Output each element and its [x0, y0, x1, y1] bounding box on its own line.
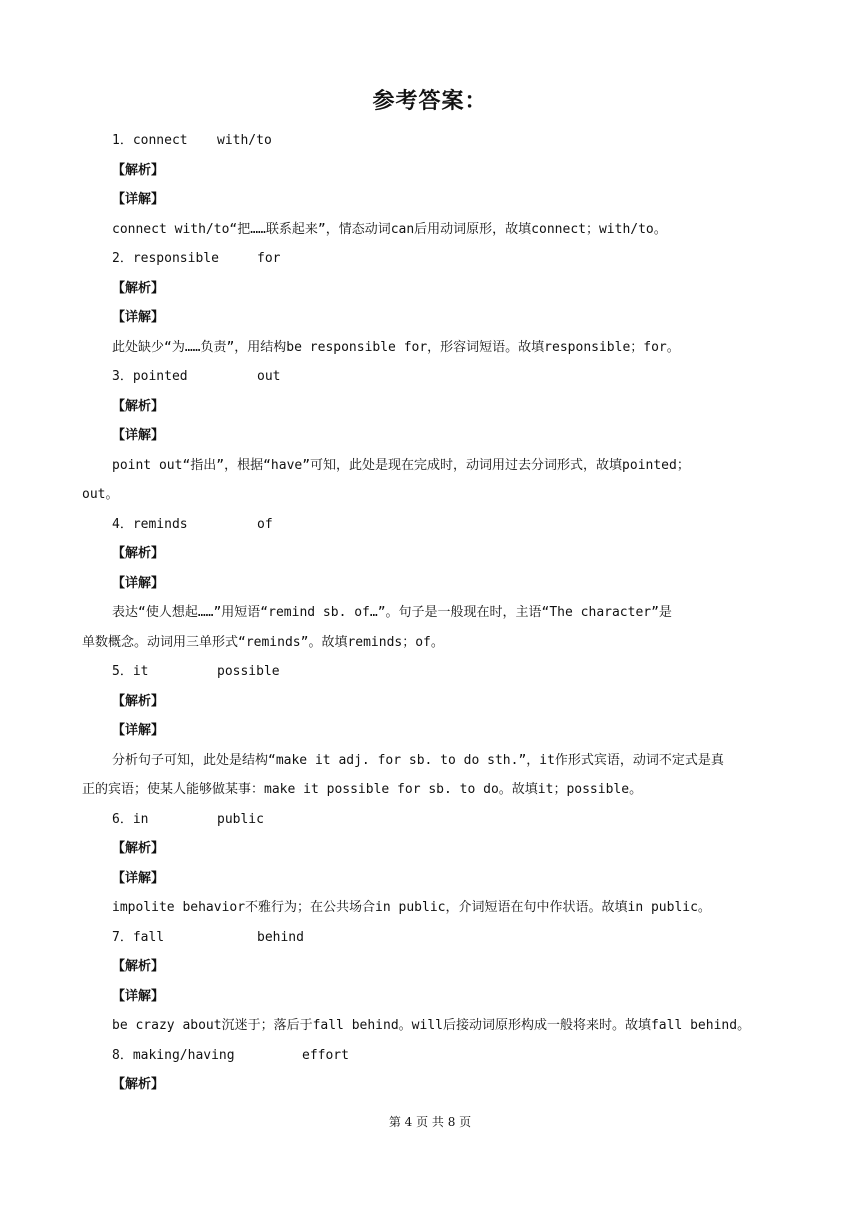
answer-2-blank: for [257, 251, 281, 266]
answer-6-detail: impolite behavior不雅行为；在公共场合in public，介词短语在句中作状语。故填in public。 [112, 900, 711, 915]
answer-5-blank: possible [217, 664, 280, 679]
answer-8-word: 8．making/having [112, 1047, 235, 1063]
answer-7-detail: be crazy about沉迷于；落后于fall behind。will后接动词原形构成一般将来时。故填fall behind。 [112, 1018, 751, 1033]
jiexi-label: 【解析】 [112, 546, 165, 561]
answer-4-blank: of [257, 516, 273, 532]
answer-6-blank: public [217, 811, 264, 827]
answer-4-word: 4．reminds [112, 516, 188, 532]
xiangjie-label: 【详解】 [112, 575, 165, 591]
page-title: 参考答案： [372, 89, 488, 114]
xiangjie-label: 【详解】 [112, 870, 165, 886]
xiangjie-label: 【详解】 [112, 988, 165, 1004]
answer-list [82, 126, 782, 1100]
jiexi-label: 【解析】 [112, 693, 165, 709]
xiangjie-label: 【详解】 [112, 310, 165, 325]
answer-5-detail-line1: 分析句子可知，此处是结构“make it adj. for sb. to do sth.”，it作形式宾语，动词不定式是真 [112, 752, 724, 768]
answer-1 [82, 126, 782, 156]
jiexi-label: 【解析】 [112, 162, 165, 178]
jiexi-label: 【解析】 [112, 841, 165, 856]
xiangjie-label: 【详解】 [112, 723, 165, 738]
answer-8 [82, 1041, 782, 1071]
answer-2-detail: 此处缺少“为……负责”，用结构be responsible for，形容词短语。故填responsible；for。 [112, 339, 680, 355]
answer-3 [82, 362, 782, 392]
answer-1-word: 1．connect [112, 133, 188, 148]
answer-3-word: 3．pointed [112, 369, 188, 384]
answer-7 [82, 923, 782, 953]
answer-5-detail-line2: 正的宾语；使某人能够做某事：make it possible for sb. to do。故填it；possible。 [82, 782, 643, 797]
answer-1-detail: connect with/to“把……联系起来”，情态动词can后用动词原形，故填connect；with/to。 [112, 221, 667, 237]
answer-1-blank: with/to [217, 133, 272, 148]
answer-6 [82, 805, 782, 835]
answer-5-word: 5．it [112, 664, 149, 679]
answer-2 [82, 244, 782, 274]
answer-2-word: 2．responsible [112, 251, 219, 266]
answer-4-detail-line1: 表达“使人想起……”用短语“remind sb. of…”。句子是一般现在时，主语“The character”是 [112, 605, 672, 620]
answer-8-blank: effort [302, 1047, 349, 1063]
answer-4-detail-line2: 单数概念。动词用三单形式“reminds”。故填reminds；of。 [82, 634, 444, 650]
xiangjie-label: 【详解】 [112, 192, 165, 207]
page-footer: 第 4 页 共 8 页 [388, 1115, 472, 1129]
answer-7-blank: behind [257, 929, 304, 945]
answer-3-detail-line2: out。 [82, 487, 119, 502]
answer-5 [82, 657, 782, 687]
xiangjie-label: 【详解】 [112, 428, 165, 443]
jiexi-label: 【解析】 [112, 959, 165, 974]
answer-6-word: 6．in [112, 811, 149, 827]
jiexi-label: 【解析】 [112, 280, 165, 296]
jiexi-label: 【解析】 [112, 1077, 165, 1092]
answer-3-blank: out [257, 369, 281, 384]
answer-3-detail-line1: point out“指出”，根据“have”可知，此处是现在完成时，动词用过去分词形式，故填pointed； [112, 457, 690, 473]
answer-7-word: 7．fall [112, 929, 165, 945]
jiexi-label: 【解析】 [112, 398, 165, 414]
answer-4 [82, 510, 782, 540]
